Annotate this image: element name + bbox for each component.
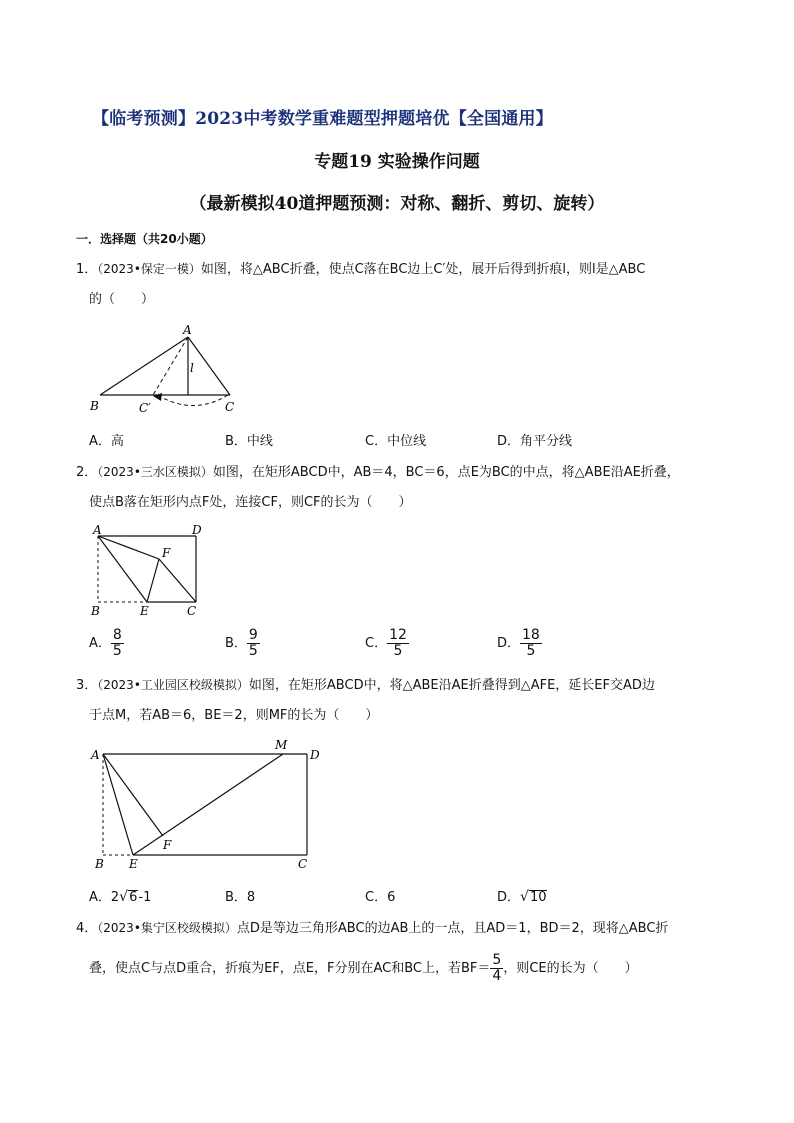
option-text: A．2 [89,890,120,905]
numerator: 5 [492,952,502,968]
document-header: 【临考预测】2023中考数学重难题型押题培优【全国通用】 [92,109,553,129]
vertex-label-a: A [93,523,102,537]
question-number: 2． [76,465,98,480]
question-3-line-2: 于点M，若AB＝6，BE＝2，则MF的长为（ ） [89,708,379,723]
vertex-label-e: E [140,604,149,617]
question-text: 叠，使点C与点D重合，折痕为EF，点E，F分别在AC和BC上，若BF＝ [89,961,491,976]
question-3-figure [85,736,325,871]
question-source: （2023•集宁区校级模拟） [97,921,237,935]
question-text-suffix: ，则CE的长为（ ） [503,961,638,976]
vertex-label-b: B [91,604,100,617]
numerator: 8 [112,627,122,643]
question-4-line-2 [89,953,638,984]
option-letter: D． [497,636,521,651]
question-text: 如图，在矩形ABCD中，AB＝4，BC＝6，点E为BC的中点，将△ABE沿AE折叠， [212,465,680,480]
question-text: 如图，将△ABC折叠，使点C落在BC边上C′处，展开后得到折痕l，则l是△ABC [200,262,646,277]
denominator: 5 [112,643,122,659]
question-1-figure [85,322,260,417]
question-1-line-2: 的（ ） [89,292,155,307]
vertex-label-c: C [225,400,235,414]
q2-option-c[interactable] [365,628,409,659]
vertex-label-f: F [163,838,172,852]
vertex-label-e: E [129,857,138,871]
question-number: 3． [76,678,98,693]
question-text: 如图，在矩形ABCD中，将△ABE沿AE折叠得到△AFE，延长EF交AD边 [248,678,655,693]
page-subtitle: （最新模拟40道押题预测：对称、翻折、剪切、旋转） [189,194,605,214]
option-letter: A． [89,636,111,651]
question-number: 4． [76,921,98,936]
radicand: 10 [529,890,547,905]
question-number: 1． [76,262,98,277]
vertex-label-b: B [95,857,104,871]
q1-option-a[interactable]: A．高 [89,434,124,449]
radical-sign: √ [119,889,129,905]
question-4-line-1 [76,918,668,939]
vertex-label-a: A [91,748,100,762]
numerator: 18 [522,627,540,643]
option-letter: B． [225,636,247,651]
q3-option-b[interactable]: B．8 [225,890,256,905]
option-text-suffix: -1 [138,890,152,905]
fraction [387,628,409,659]
radicand: 6 [129,890,138,905]
question-3-line-1 [76,675,655,696]
vertex-label-c: C [187,604,197,617]
question-text: 点D是等边三角形ABC的边AB上的一点，且AD＝1，BD＝2，现将△ABC折 [236,921,669,936]
q2-option-b[interactable] [225,628,260,659]
vertex-label-f: F [162,546,171,560]
q2-option-d[interactable] [497,628,542,659]
fraction [490,953,503,984]
radical-sign: √ [520,889,529,905]
question-2-figure [85,522,210,617]
crease-label-l: l [190,361,194,375]
question-source: （2023•三水区模拟） [97,465,213,479]
vertex-label-d: D [192,523,202,537]
vertex-label-a: A [183,323,192,337]
fraction [520,628,542,659]
denominator: 4 [492,968,502,984]
denominator: 5 [393,643,403,659]
vertex-label-d: D [310,748,320,762]
vertex-label-c: C [298,857,308,871]
question-source: （2023•工业园区校级模拟） [97,678,249,692]
numerator: 9 [248,627,258,643]
q3-option-d[interactable] [497,886,547,905]
q1-option-b[interactable]: B．中线 [225,434,273,449]
page-title: 专题19 实验操作问题 [314,152,480,172]
q3-option-a[interactable] [89,886,151,905]
option-letter: C． [365,636,388,651]
q2-option-a[interactable] [89,628,124,659]
q1-option-c[interactable]: C．中位线 [365,434,427,449]
question-2-line-1 [76,462,680,483]
fraction [247,628,260,659]
numerator: 12 [389,627,407,643]
vertex-label-m: M [275,738,288,752]
section-heading: 一．选择题（共20小题） [76,232,213,246]
q1-option-d[interactable]: D．角平分线 [497,434,573,449]
denominator: 5 [248,643,258,659]
option-letter: D． [497,890,521,905]
question-source: （2023•保定一模） [97,262,201,276]
vertex-label-c-prime: C′ [139,401,151,415]
question-2-line-2: 使点B落在矩形内点F处，连接CF，则CF的长为（ ） [89,495,412,510]
denominator: 5 [526,643,536,659]
fraction [111,628,124,659]
q3-option-c[interactable]: C．6 [365,890,396,905]
question-1-line-1 [76,259,645,280]
vertex-label-b: B [90,399,99,413]
